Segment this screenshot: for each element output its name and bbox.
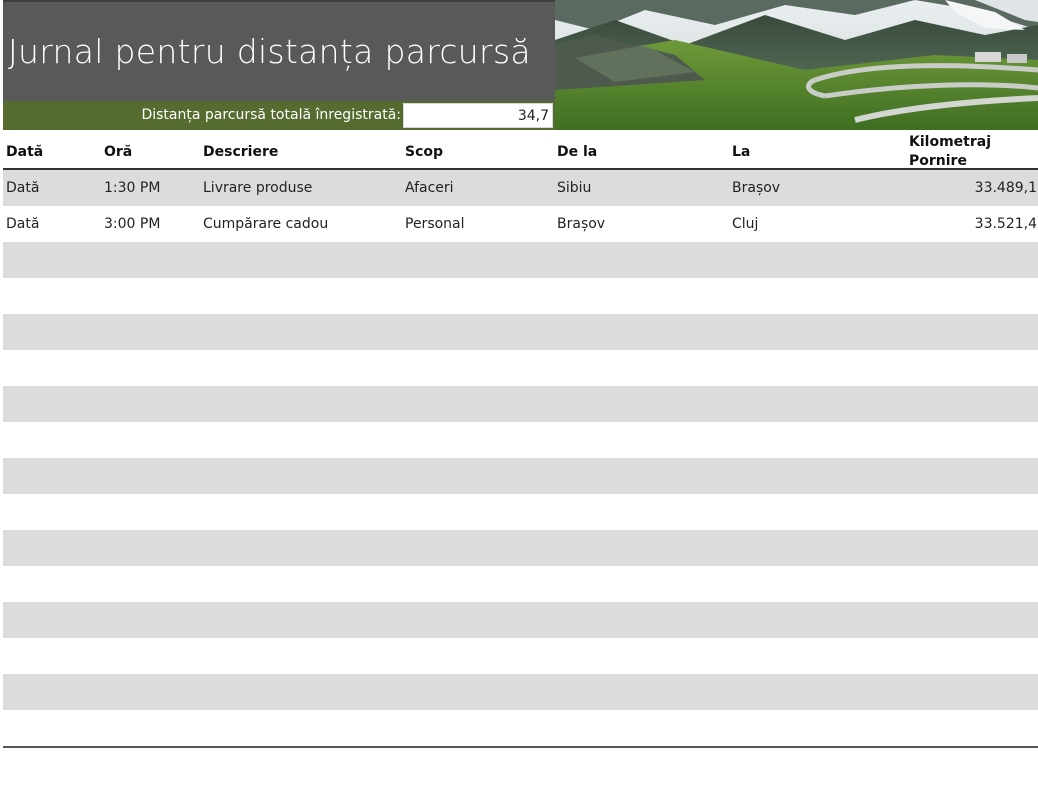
- column-header-to: La: [732, 144, 751, 160]
- table-row: [3, 386, 1038, 422]
- table-cell[interactable]: 1:30 PM: [104, 180, 161, 196]
- table-bottom-border: [3, 746, 1038, 748]
- table-body: [3, 170, 1038, 746]
- table-cell[interactable]: Afaceri: [405, 180, 454, 196]
- table-header: [3, 132, 1038, 170]
- table-row: [3, 674, 1038, 710]
- table-cell[interactable]: Brașov: [732, 180, 781, 196]
- column-header-time: Oră: [104, 144, 133, 160]
- table-row: [3, 638, 1038, 674]
- column-header-purpose: Scop: [405, 144, 444, 160]
- table-cell[interactable]: Sibiu: [557, 180, 592, 196]
- page-title: Jurnal pentru distanța parcursă: [8, 32, 531, 71]
- table-cell[interactable]: Livrare produse: [203, 180, 313, 196]
- table-row: [3, 242, 1038, 278]
- table-cell[interactable]: Cluj: [732, 216, 759, 232]
- table-row: [3, 422, 1038, 458]
- column-header-from: De la: [557, 144, 598, 160]
- table-row: [3, 566, 1038, 602]
- total-distance-value[interactable]: 34,7: [403, 103, 553, 128]
- table-cell[interactable]: Dată: [6, 180, 40, 196]
- table-row: [3, 710, 1038, 746]
- mountain-road-photo: [555, 0, 1038, 130]
- total-distance-label: Distanța parcursă totală înregistrată:: [141, 107, 401, 123]
- table-row: [3, 530, 1038, 566]
- table-row: [3, 314, 1038, 350]
- distance-log-table: [3, 132, 1038, 746]
- header: [3, 0, 555, 130]
- table-row: [3, 350, 1038, 386]
- table-row: [3, 206, 1038, 242]
- table-cell[interactable]: 33.521,4: [974, 216, 1037, 232]
- table-cell[interactable]: 33.489,1: [974, 180, 1037, 196]
- table-row: [3, 458, 1038, 494]
- table-row: [3, 494, 1038, 530]
- table-row: [3, 278, 1038, 314]
- total-band: [3, 101, 555, 130]
- column-header-start-odometer: Kilometraj Pornire: [909, 134, 991, 169]
- table-cell[interactable]: Cumpărare cadou: [203, 216, 329, 232]
- column-header-description: Descriere: [203, 144, 279, 160]
- table-cell[interactable]: 3:00 PM: [104, 216, 161, 232]
- table-cell[interactable]: Dată: [6, 216, 40, 232]
- table-row: [3, 602, 1038, 638]
- table-row: [3, 170, 1038, 206]
- table-cell[interactable]: Brașov: [557, 216, 606, 232]
- title-band: [3, 0, 555, 101]
- table-cell[interactable]: Personal: [405, 216, 465, 232]
- column-header-date: Dată: [6, 144, 44, 160]
